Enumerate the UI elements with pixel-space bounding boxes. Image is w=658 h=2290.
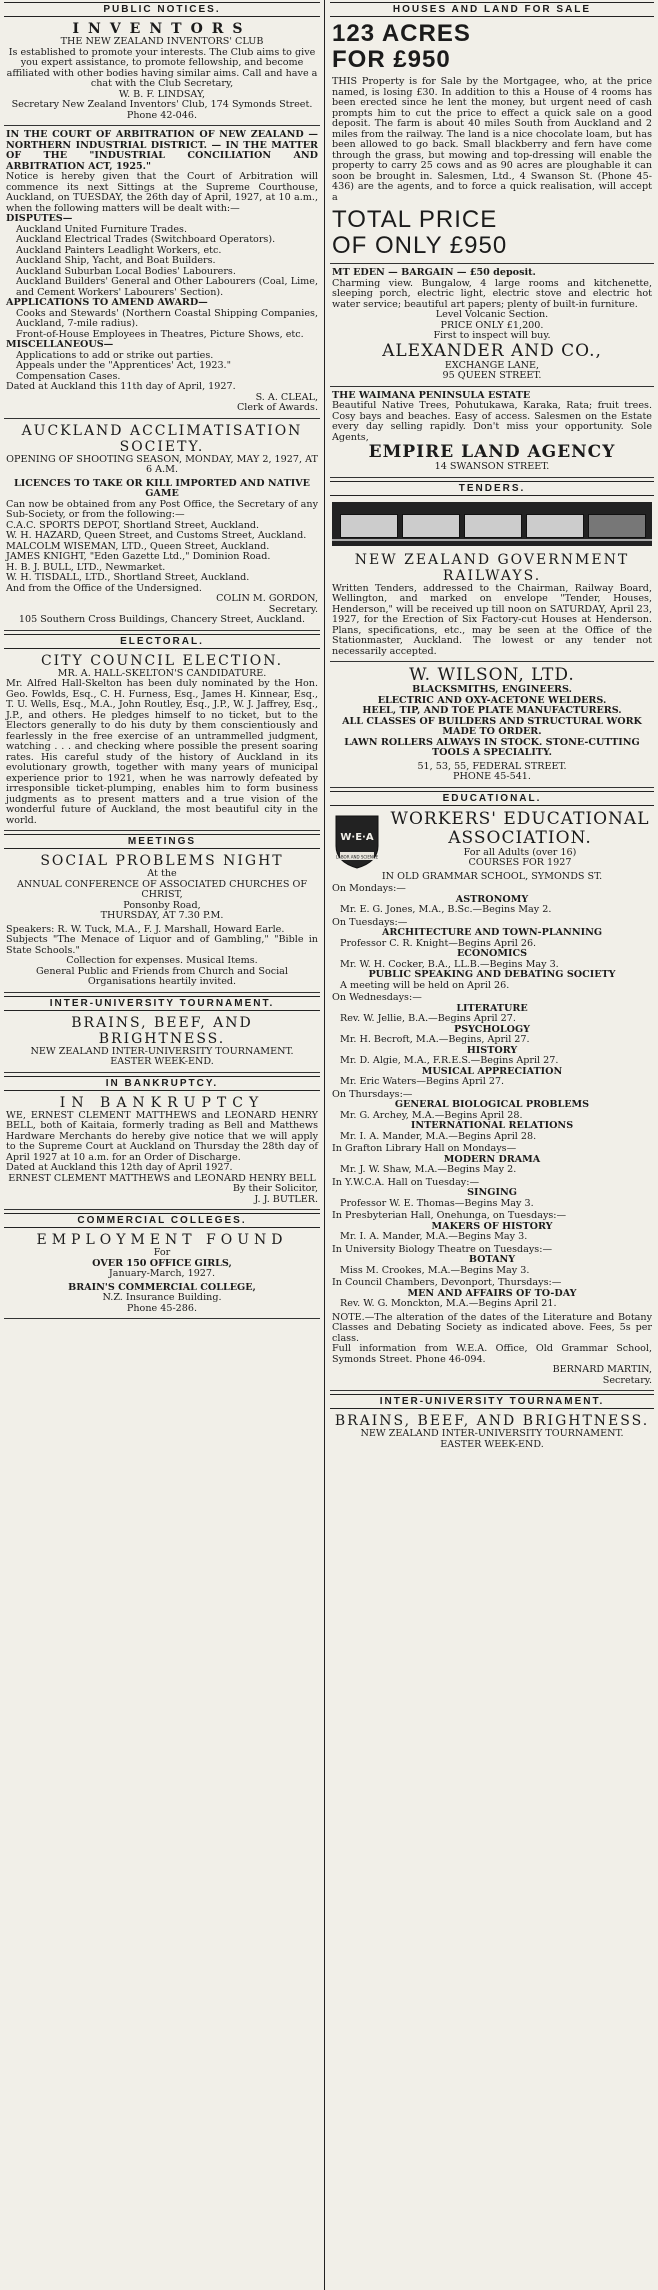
section-header-tournament: INTER-UNIVERSITY TOURNAMENT.	[4, 996, 320, 1011]
tournament-subtitle: NEW ZEALAND INTER-UNIVERSITY TOURNAMENT.	[360, 1428, 624, 1439]
employment-title: EMPLOYMENT FOUND	[36, 1232, 288, 1248]
schedule-line: In Grafton Library Hall on Mondays—	[332, 1143, 517, 1154]
employment-for: For	[153, 1247, 171, 1258]
misc-item: Appeals under the "Apprentices' Act, 1923."	[16, 360, 232, 371]
wea-logo-text: W·E·A	[340, 831, 374, 843]
mt-eden-title: MT EDEN — BARGAIN — £50 deposit.	[332, 267, 536, 278]
inventors-body: Is established to promote your interests. The Club aims to give you expert assistance, to promote fellowship, and become affiliated with other bodies having similar aims. Call and have a chat with the Club Secretary,	[6, 46, 318, 89]
agent-item: MALCOLM WISEMAN, LTD., Queen Street, Auckland.	[6, 540, 270, 552]
schedule-line: Professor C. R. Knight—Begins April 26.	[340, 937, 537, 949]
schedule-line: MODERN DRAMA	[443, 1153, 541, 1165]
schedule-line: Professor W. E. Thomas—Begins May 3.	[340, 1197, 534, 1209]
wea-title: WORKERS' EDUCATIONAL ASSOCIATION.	[390, 808, 650, 848]
dispute-item: Auckland Ship, Yacht, and Boat Builders.	[16, 255, 216, 266]
employment-period: January-March, 1927.	[108, 1268, 216, 1279]
agent-item: H. B. J. BULL, LTD., Newmarket.	[6, 561, 166, 573]
empire-agency: EMPIRE LAND AGENCY	[368, 442, 616, 462]
farm-body: THIS Property is for Sale by the Mortgagee, who, at the price named, is losing £30. In addition to this a House of 4 rooms has been erected since he lent the money, but urgent need of cash prompts him to cut the price to effect a quick sale on a good deposit. The farm is about 40 miles South from Auckland and 2 miles from the railway. The land is a nice chocolate loam, but has been allowed to go back. Small blackberry and fern have come through the grass, but mowing and top-dressing will enable the property to carry 25 cows and as 90 acres are ploughable it can soon be brought in. Salesmen, Ltd., 4 Swanson St. (Phone 45-436) are the agents, and to force a quick realisation, will accept a	[332, 76, 652, 203]
wea-schedule	[332, 884, 652, 1310]
schedule-line: In Y.W.C.A. Hall on Tuesday:—	[332, 1176, 480, 1188]
mt-eden-price: PRICE ONLY £1,200.	[440, 319, 544, 331]
inventors-title: INVENTORS	[72, 21, 252, 37]
farm-total-amount: OF ONLY £950	[332, 232, 508, 259]
misc-item: Applications to add or strike out parties.	[16, 349, 214, 361]
college-name: BRAIN'S COMMERCIAL COLLEGE,	[68, 1281, 256, 1293]
train-illustration	[332, 502, 652, 546]
acclimatisation-signer-title: Secretary.	[268, 603, 318, 615]
arbitration-notice	[4, 129, 320, 419]
amend-label: APPLICATIONS TO AMEND AWARD—	[6, 297, 208, 308]
arbitration-notice-text: Notice is hereby given that the Court of Arbitration will commence its next Sittings at the Supreme Courthouse, Auckland, on TUESDAY, the 26th day of April, 1927, at 10 a.m., when the following matters will be dealt with:—	[6, 171, 318, 214]
meetings-subjects: Subjects "The Menace of Liquor and of Gambling," "Bible in State Schools."	[6, 934, 318, 956]
schedule-line: ASTRONOMY	[455, 893, 529, 905]
misc-label: MISCELLANEOUS—	[6, 339, 114, 350]
schedule-line: Mr. I. A. Mander, M.A.—Begins May 3.	[340, 1231, 528, 1242]
waimana-ad	[330, 390, 654, 478]
schedule-line: In Council Chambers, Devonport, Thursdays:—	[332, 1277, 562, 1288]
section-header-commercial: COMMERCIAL COLLEGES.	[4, 1213, 320, 1228]
wilson-line: HEEL, TIP, AND TOE PLATE MANUFACTURERS.	[362, 705, 622, 716]
wilson-ad	[330, 665, 654, 788]
section-header-public-notices: PUBLIC NOTICES.	[4, 2, 320, 17]
acclimatisation-title: AUCKLAND ACCLIMATISATION SOCIETY.	[21, 422, 303, 455]
arbitration-title: IN THE COURT OF ARBITRATION OF NEW ZEALAND — NORTHERN INDUSTRIAL DISTRICT. — IN THE MATTER OF THE "INDUSTRIAL CONCILIATION AND ARBITRATION ACT, 1925."	[6, 129, 318, 172]
schedule-line: MUSICAL APPRECIATION	[421, 1065, 563, 1077]
right-column	[330, 0, 654, 2290]
farm-total-price: TOTAL PRICE	[332, 206, 498, 233]
tenders-title: NEW ZEALAND GOVERNMENT RAILWAYS.	[354, 551, 630, 584]
shooting-season: OPENING OF SHOOTING SEASON, MONDAY, MAY 2, 1927, AT 6 A.M.	[6, 453, 318, 475]
schedule-line: Mr. J. W. Shaw, M.A.—Begins May 2.	[340, 1164, 517, 1175]
amend-item: Front-of-House Employees in Theatres, Picture Shows, etc.	[16, 328, 304, 340]
section-header-houses: HOUSES AND LAND FOR SALE	[330, 2, 654, 17]
section-header-bankruptcy: IN BANKRUPTCY.	[4, 1076, 320, 1091]
schedule-line: Mr. Eric Waters—Begins April 27.	[340, 1076, 505, 1087]
dispute-item: Auckland Builders' General and Other Labourers (Coal, Lime, and Cement Workers' Labourers' Section).	[16, 276, 318, 298]
schedule-line: ARCHITECTURE AND TOWN-PLANNING	[381, 927, 603, 938]
wilson-line: LAWN ROLLERS ALWAYS IN STOCK. STONE-CUTTING TOOLS A SPECIALITY.	[344, 736, 640, 758]
misc-item: Compensation Cases.	[16, 370, 121, 382]
office-line: And from the Office of the Undersigned.	[6, 582, 202, 594]
tournament-title: BRAINS, BEEF, AND BRIGHTNESS.	[71, 1014, 253, 1047]
wea-note: NOTE.—The alteration of the dates of the Literature and Botany Classes and Debating Society as indicated above. Fees, 5s per class.	[332, 1311, 652, 1344]
wilson-line: BLACKSMITHS, ENGINEERS.	[412, 684, 572, 695]
dispute-item: Auckland Painters Leadlight Workers, etc.	[16, 244, 222, 256]
alexander-firm: ALEXANDER AND CO.,	[382, 340, 602, 361]
schedule-line: PUBLIC SPEAKING AND DEBATING SOCIETY	[368, 969, 616, 980]
waimana-title: THE WAIMANA PENINSULA ESTATE	[332, 389, 531, 401]
meetings-title: SOCIAL PROBLEMS NIGHT	[40, 853, 284, 869]
agent-item: W. H. TISDALL, LTD., Shortland Street, Auckland.	[6, 572, 250, 583]
disputes-label: DISPUTES—	[6, 213, 73, 224]
schedule-line: GENERAL BIOLOGICAL PROBLEMS	[394, 1099, 590, 1110]
schedule-line: Rev. W. G. Monckton, M.A.—Begins April 21.	[340, 1298, 557, 1309]
electoral-body: Mr. Alfred Hall-Skelton has been duly nominated by the Hon. Geo. Fowlds, Esq., C. H. Furness, Esq., James H. Kinnear, Esq., T. U. Wells, Esq., M.A., John Routley, Esq., J.P., W. J. Jaffrey, Esq., J.P., and others. He pledges himself to no ticket, but to the Electors generally to do his duty by them conscientiously and fearlessly in the free exercise of an untrammelled judgment, watching . . . and checking where possible the present soaring rates. His careful study of the history of Auckland in its evolutionary growth, together with many years of municipal experience prior to 1921, when he was narrowly defeated by irresponsible ticket-plumping, enables him to form business judgments as to present matters and a true vision of the wonderful future of Auckland, the most beautiful city in the world.	[6, 678, 318, 826]
wea-venue: IN OLD GRAMMAR SCHOOL, SYMONDS ST.	[381, 870, 603, 882]
schedule-line: On Thursdays:—	[332, 1088, 413, 1100]
acclimatisation-address: 105 Southern Cross Buildings, Chancery Street, Auckland.	[18, 614, 306, 625]
tournament-ad-right	[330, 1412, 654, 1454]
meetings-at: At the	[147, 868, 177, 879]
column-rule	[324, 0, 325, 2290]
schedule-line: INTERNATIONAL RELATIONS	[410, 1120, 574, 1131]
arbitration-signer-title: Clerk of Awards.	[236, 402, 318, 413]
inventors-secretary: W. B. F. LINDSAY,	[118, 88, 206, 100]
bankruptcy-body: WE, ERNEST CLEMENT MATTHEWS and LEONARD HENRY BELL, both of Kaitaia, formerly trading as Bell and Matthews Hardware Merchants do hereby give notice that we will apply to the Supreme Court at Auckland on Thursday the 28th day of April 1927 at 10 a.m. for an Order of Discharge.	[6, 1109, 318, 1163]
train-car	[464, 514, 522, 538]
inventors-ad	[4, 20, 320, 126]
schedule-line: MEN AND AFFAIRS OF TO-DAY	[407, 1287, 577, 1299]
mt-eden-body: Charming view. Bungalow, 4 large rooms and kitchenette, sleeping porch, electric light, electric stove and electric hot water service; beautiful art papers; plenty of built-in furniture.	[332, 277, 652, 310]
meetings-collection: Collection for expenses. Musical Items.	[66, 955, 258, 966]
arbitration-dated: Dated at Auckland this 11th day of April, 1927.	[6, 381, 236, 392]
commercial-ad	[4, 1231, 320, 1319]
schedule-line: On Mondays:—	[332, 883, 406, 894]
farm-headline-price: FOR £950	[332, 46, 451, 73]
schedule-line: PSYCHOLOGY	[453, 1023, 531, 1035]
schedule-line: Mr. D. Algie, M.A., F.R.E.S.—Begins April 27.	[340, 1055, 559, 1066]
meetings-invite: General Public and Friends from Church and Social Organisations heartily invited.	[36, 965, 288, 987]
electoral-ad	[4, 652, 320, 832]
schedule-line: HISTORY	[466, 1044, 518, 1056]
arbitration-signer: S. A. CLEAL,	[255, 391, 318, 403]
wea-signer: BERNARD MARTIN,	[552, 1364, 652, 1375]
schedule-line: Mr. E. G. Jones, M.A., B.Sc.—Begins May 2.	[340, 904, 552, 915]
alexander-lane: EXCHANGE LANE,	[444, 359, 540, 371]
wilson-line: ELECTRIC AND OXY-ACETONE WELDERS.	[377, 694, 607, 706]
meetings-speakers: Speakers: R. W. Tuck, M.A., F. J. Marshall, Howard Earle.	[6, 923, 285, 935]
left-column	[4, 0, 320, 2290]
bankruptcy-title: IN BANKRUPTCY	[59, 1094, 265, 1111]
section-header-electoral: ELECTORAL.	[4, 634, 320, 649]
college-building: N.Z. Insurance Building.	[102, 1292, 222, 1303]
wilson-line: ALL CLASSES OF BUILDERS AND STRUCTURAL WORK MADE TO ORDER.	[342, 715, 642, 737]
wea-logo	[332, 812, 382, 870]
schedule-line: In University Biology Theatre on Tuesdays:—	[332, 1243, 553, 1255]
meetings-ad	[4, 852, 320, 993]
licences-body: Can now be obtained from any Post Office, the Secretary of any Sub-Society, or from the following:—	[6, 498, 318, 520]
train-track	[332, 539, 652, 541]
tournament-date: EASTER WEEK-END.	[110, 1056, 214, 1067]
wilson-title: W. WILSON, LTD.	[409, 665, 575, 685]
mt-eden-ad	[330, 267, 654, 387]
schedule-line: Mr. W. H. Cocker, B.A., LL.B.—Begins May 3.	[340, 958, 559, 970]
schedule-line: Mr. H. Becroft, M.A.—Begins, April 27.	[340, 1034, 530, 1045]
wea-courses: COURSES FOR 1927	[468, 857, 572, 868]
mt-eden-first: First to inspect will buy.	[433, 330, 551, 341]
wea-info: Full information from W.E.A. Office, Old Grammar School, Symonds Street. Phone 46-094.	[332, 1343, 652, 1365]
section-header-educational: EDUCATIONAL.	[330, 791, 654, 806]
bankruptcy-dated: Dated at Auckland this 12th day of April 1927.	[6, 1162, 233, 1173]
agent-item: JAMES KNIGHT, "Eden Gazette Ltd.," Dominion Road.	[6, 551, 271, 562]
section-header-meetings: MEETINGS	[4, 834, 320, 849]
acclimatisation-signer: COLIN M. GORDON,	[216, 593, 318, 604]
wea-signer-title: Secretary.	[602, 1374, 652, 1386]
meetings-conference: ANNUAL CONFERENCE OF ASSOCIATED CHURCHES OF CHRIST,	[16, 878, 308, 900]
tournament-ad-left	[4, 1014, 320, 1073]
train-engine	[588, 514, 646, 538]
wilson-phone: PHONE 45-541.	[453, 771, 531, 782]
schedule-line: On Tuesdays:—	[332, 916, 408, 928]
wea-for-all: For all Adults (over 16)	[463, 846, 577, 858]
college-phone: Phone 45-286.	[126, 1302, 198, 1314]
alexander-street: 95 QUEEN STREET.	[442, 370, 542, 381]
schedule-line: ECONOMICS	[456, 948, 528, 959]
section-header-tenders: TENDERS.	[330, 481, 654, 496]
schedule-line: On Wednesdays:—	[332, 992, 422, 1003]
farm-ad	[330, 20, 654, 264]
empire-address: 14 SWANSON STREET.	[434, 461, 550, 472]
bankruptcy-names: ERNEST CLEMENT MATTHEWS and LEONARD HENRY BELL	[8, 1172, 316, 1184]
amend-item: Cooks and Stewards' (Northern Coastal Shipping Companies, Auckland, 7-mile radius).	[16, 307, 318, 329]
inventors-club-name: THE NEW ZEALAND INVENTORS' CLUB	[60, 36, 264, 47]
bankruptcy-by: By their Solicitor,	[232, 1183, 318, 1194]
tenders-ad	[330, 499, 654, 663]
section-header-tournament-right: INTER-UNIVERSITY TOURNAMENT.	[330, 1394, 654, 1409]
schedule-line: MAKERS OF HISTORY	[431, 1220, 553, 1232]
wea-logo-motto: LABOR AND SCIENCE	[335, 854, 379, 859]
wilson-address: 51, 53, 55, FEDERAL STREET.	[417, 760, 567, 772]
wea-ad	[330, 809, 654, 1392]
agent-item: W. H. HAZARD, Queen Street, and Customs Street, Auckland.	[6, 530, 307, 541]
inventors-footer: Secretary New Zealand Inventors' Club, 174 Symonds Street. Phone 42-046.	[11, 99, 313, 121]
schedule-line: BOTANY	[468, 1254, 516, 1265]
licences-heading: LICENCES TO TAKE OR KILL IMPORTED AND NATIVE GAME	[14, 477, 310, 499]
schedule-line: SINGING	[467, 1187, 517, 1198]
schedule-line: Miss M. Crookes, M.A.—Begins May 3.	[340, 1264, 530, 1276]
meetings-time: THURSDAY, AT 7.30 P.M.	[100, 910, 224, 921]
electoral-title: CITY COUNCIL ELECTION.	[40, 652, 284, 669]
dispute-item: Auckland Electrical Trades (Switchboard Operators).	[16, 234, 276, 245]
schedule-line: Mr. I. A. Mander, M.A.—Begins April 28.	[340, 1130, 537, 1142]
agent-item: C.A.C. SPORTS DEPOT, Shortland Street, Auckland.	[6, 519, 260, 531]
train-car	[340, 514, 398, 538]
acclimatisation-ad	[4, 422, 320, 631]
schedule-line: Mr. G. Archey, M.A.—Begins April 28.	[340, 1109, 523, 1121]
dispute-item: Auckland United Furniture Trades.	[16, 223, 188, 235]
farm-headline-acres: 123 ACRES	[332, 20, 471, 47]
tournament-date: EASTER WEEK-END.	[440, 1438, 544, 1450]
bankruptcy-ad	[4, 1094, 320, 1211]
dispute-item: Auckland Suburban Local Bodies' Labourers.	[16, 265, 236, 277]
employment-line: OVER 150 OFFICE GIRLS,	[92, 1257, 232, 1269]
train-car	[526, 514, 584, 538]
tournament-title: BRAINS, BEEF, AND BRIGHTNESS.	[334, 1413, 650, 1429]
schedule-line: LITERATURE	[456, 1002, 528, 1014]
electoral-subtitle: MR. A. HALL-SKELTON'S CANDIDATURE.	[57, 667, 267, 679]
tenders-body: Written Tenders, addressed to the Chairman, Railway Board, Wellington, and marked on envelope "Tender, Houses, Henderson," will be received up till noon on SATURDAY, April 23, 1927, for the Erection of Six Factory-cut Houses at Henderson. Plans, specifications, etc., may be seen at the Office of the Stationmaster, Auckland. The lowest or any tender not necessarily accepted.	[332, 582, 652, 657]
tournament-subtitle: NEW ZEALAND INTER-UNIVERSITY TOURNAMENT.	[30, 1045, 294, 1057]
schedule-line: Rev. W. Jellie, B.A.—Begins April 27.	[340, 1013, 516, 1024]
meetings-place: Ponsonby Road,	[123, 899, 201, 911]
schedule-line: In Presbyterian Hall, Onehunga, on Tuesdays:—	[332, 1210, 567, 1221]
bankruptcy-solicitor: J. J. BUTLER.	[254, 1193, 318, 1205]
schedule-line: A meeting will be held on April 26.	[340, 979, 510, 991]
mt-eden-section: Level Volcanic Section.	[435, 309, 549, 320]
waimana-body: Beautiful Native Trees, Pohutukawa, Karaka, Rata; fruit trees. Cosy bays and beaches. Easy of access. Salesmen on the Estate every day selling rapidly. Don't miss your opportunity. Sole Agents,	[332, 400, 652, 443]
train-car	[402, 514, 460, 538]
